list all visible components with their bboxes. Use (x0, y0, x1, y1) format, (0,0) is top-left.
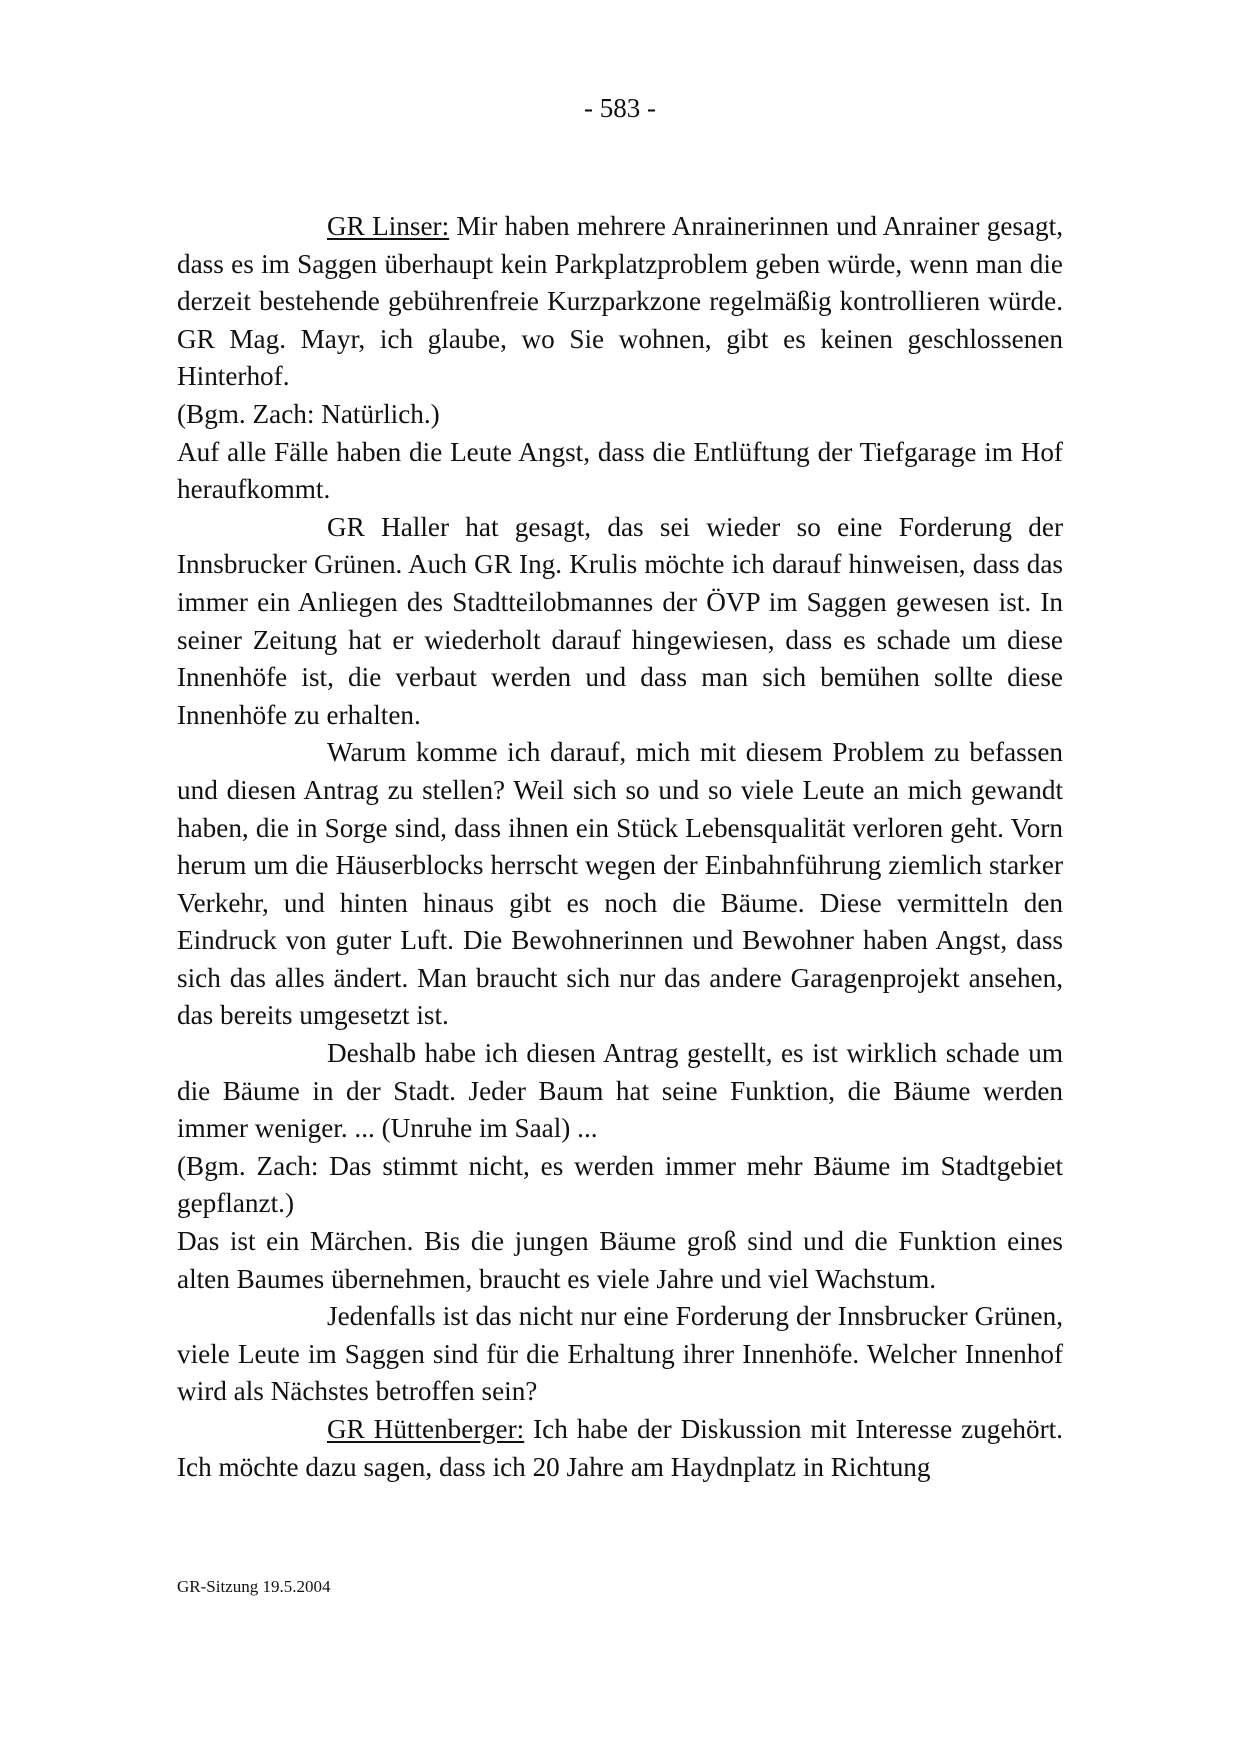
paragraph (177, 1411, 1063, 1486)
paragraph (177, 208, 1063, 396)
paragraph: Jedenfalls ist das nicht nur eine Forderung der Innsbrucker Grünen, viele Leute im Saggen sind für die Erhaltung ihrer Innenhöfe. Welcher Innenhof wird als Nächstes betroffen sein? (177, 1301, 1063, 1407)
footer: GR-Sitzung 19.5.2004 (177, 1577, 331, 1596)
page-number: - 583 - (584, 93, 656, 123)
paragraph-text: Mir haben mehrere Anrainerinnen und Anrainer gesagt, dass es im Saggen überhaupt kein Parkplatzproblem geben würde, wenn man die derzeit bestehende gebührenfreie Kurzparkzone regelmäßig kontrollieren würde. GR Mag. Mayr, ich glaube, wo Sie wohnen, gibt es keinen geschlossenen Hinterhof. (177, 211, 1064, 392)
interjection: (Bgm. Zach: Das stimmt nicht, es werden immer mehr Bäume im Stadtgebiet gepflanzt.) (177, 1150, 1063, 1219)
paragraph: Warum komme ich darauf, mich mit diesem Problem zu befassen und diesen Antrag zu stellen? Weil sich so und so viele Leute an mich gewandt haben, die in Sorge sind, dass ihnen ein Stück Lebensqualität verloren geht. Vorn herum um die Häuserblocks herrscht wegen der Einbahnführung ziemlich starker Verkehr, und hinten hinaus gibt es noch die Bäume. Diese vermitteln den Eindruck von guter Luft. Die Bewohnerinnen und Bewohner haben Angst, dass sich das alles ändert. Man braucht sich nur das andere Garagenprojekt ansehen, das bereits umgesetzt ist. (177, 737, 1063, 1031)
paragraph-text: Ich habe der Diskussion mit Interesse zugehört. Ich möchte dazu sagen, dass ich 20 Jahre am Haydnplatz in Richtung (177, 1414, 1063, 1482)
paragraph: Deshalb habe ich diesen Antrag gestellt, es ist wirklich schade um die Bäume in der Stadt. Jeder Baum hat seine Funktion, die Bäume werden immer weniger. ... (Unruhe im Saal) ... (177, 1038, 1063, 1144)
paragraph: GR Haller hat gesagt, das sei wieder so eine Forderung der Innsbrucker Grünen. Auch GR Ing. Krulis möchte ich darauf hinweisen, dass das immer ein Anliegen des Stadtteilobmannes der ÖVP im Saggen gewesen ist. In seiner Zeitung hat er wiederholt darauf hingewiesen, dass es schade um diese Innenhöfe ist, die verbaut werden und dass man sich bemühen sollte diese Innenhöfe zu erhalten. (177, 511, 1063, 730)
speaker-name: GR Hüttenberger: (327, 1414, 525, 1444)
document-body (177, 208, 1063, 1486)
speaker-name: GR Linser: (327, 211, 450, 241)
paragraph: Das ist ein Märchen. Bis die jungen Bäume groß sind und die Funktion eines alten Baumes übernehmen, braucht es viele Jahre und viel Wachstum. (177, 1226, 1063, 1294)
paragraph: Auf alle Fälle haben die Leute Angst, dass die Entlüftung der Tiefgarage im Hof heraufkommt. (177, 436, 1063, 505)
interjection: (Bgm. Zach: Natürlich.) (177, 398, 440, 429)
